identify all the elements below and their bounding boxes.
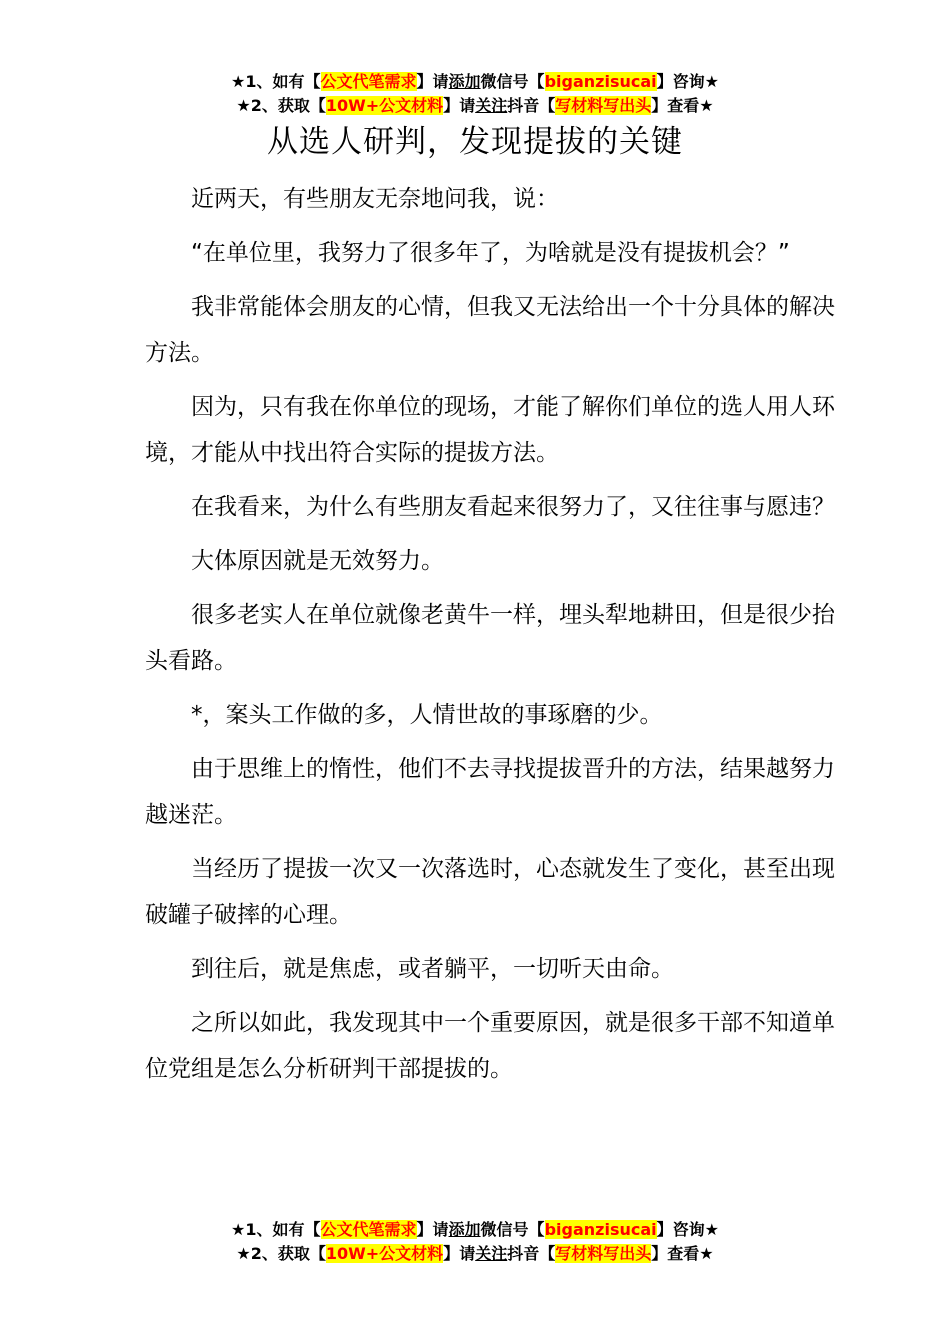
promo-line-1 <box>0 1218 950 1242</box>
paragraph: 因为，只有我在你单位的现场，才能了解你们单位的选人用人环境，才能从中找出符合实际的提拔方法。 <box>145 394 835 466</box>
paragraph: 当经历了提拔一次又一次落选时，心态就发生了变化，甚至出现破罐子破摔的心理。 <box>145 856 835 928</box>
promo-text: 】请 <box>416 1220 449 1239</box>
promo-text: 】请 <box>443 96 476 115</box>
paragraph: 之所以如此，我发现其中一个重要原因，就是很多干部不知道单位党组是怎么分析研判干部提拔的。 <box>145 1010 835 1082</box>
promo-text: ★2、获取【 <box>236 1244 326 1263</box>
paragraph: “在单位里，我努力了很多年了，为啥就是没有提拔机会？” <box>191 240 790 266</box>
paragraph: 在我看来，为什么有些朋友看起来很努力了，又往往事与愿违？ <box>191 494 835 520</box>
promo-line-2 <box>0 1242 950 1266</box>
promo-wechat-id: biganzisucai <box>544 72 657 91</box>
promo-text: 】请 <box>416 72 449 91</box>
promo-text: ★1、如有【 <box>231 72 321 91</box>
document-body <box>145 176 835 1100</box>
promo-highlight: 公文代笔需求 <box>320 1220 417 1239</box>
promo-highlight: 10W+公文材料 <box>325 1244 444 1263</box>
promo-underlined-text: 添加 <box>448 1220 481 1239</box>
footer-promo-banner <box>0 1218 950 1266</box>
promo-text: 】查看★ <box>651 96 714 115</box>
document-title: 从选人研判，发现提拔的关键 <box>267 124 683 160</box>
paragraph: *，案头工作做的多，人情世故的事琢磨的少。 <box>191 702 663 728</box>
promo-underlined-text: 关注 <box>475 96 508 115</box>
promo-text: 抖音【 <box>507 96 556 115</box>
promo-highlight: 10W+公文材料 <box>325 96 444 115</box>
promo-underlined-text: 添加 <box>448 72 481 91</box>
paragraph: 由于思维上的惰性，他们不去寻找提拔晋升的方法，结果越努力越迷茫。 <box>145 756 835 828</box>
promo-highlight: 公文代笔需求 <box>320 72 417 91</box>
promo-douyin-account: 写材料写出头 <box>555 1244 652 1263</box>
promo-text: 抖音【 <box>507 1244 556 1263</box>
promo-text: 】请 <box>443 1244 476 1263</box>
paragraph: 到往后，就是焦虑，或者躺平，一切听天由命。 <box>191 956 674 982</box>
promo-text: 】咨询★ <box>656 72 719 91</box>
promo-line-1 <box>0 70 950 94</box>
promo-text: 】咨询★ <box>656 1220 719 1239</box>
promo-text: 】查看★ <box>651 1244 714 1263</box>
promo-text: ★1、如有【 <box>231 1220 321 1239</box>
promo-text: ★2、获取【 <box>236 96 326 115</box>
paragraph: 我非常能体会朋友的心情，但我又无法给出一个十分具体的解决方法。 <box>145 294 835 366</box>
promo-douyin-account: 写材料写出头 <box>555 96 652 115</box>
promo-text: 微信号【 <box>480 72 545 91</box>
paragraph: 很多老实人在单位就像老黄牛一样，埋头犁地耕田，但是很少抬头看路。 <box>145 602 835 674</box>
promo-underlined-text: 关注 <box>475 1244 508 1263</box>
paragraph: 大体原因就是无效努力。 <box>191 548 444 574</box>
promo-text: 微信号【 <box>480 1220 545 1239</box>
promo-line-2 <box>0 94 950 118</box>
header-promo-banner <box>0 70 950 118</box>
promo-wechat-id: biganzisucai <box>544 1220 657 1239</box>
paragraph: 近两天，有些朋友无奈地问我，说： <box>191 186 559 212</box>
